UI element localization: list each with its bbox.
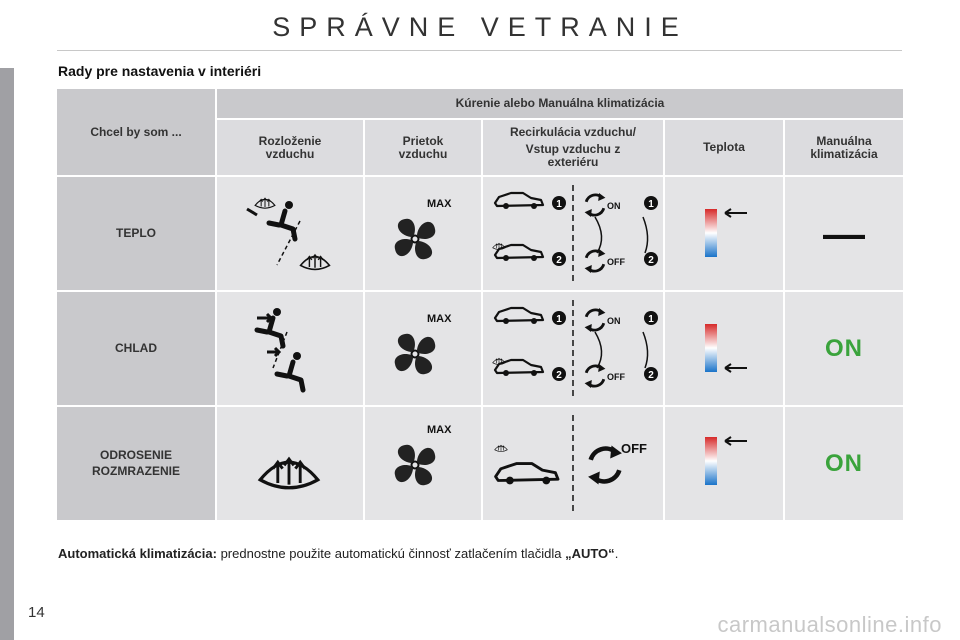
auto-button-name: „AUTO“ <box>565 546 615 561</box>
auto-climate-label: Automatická klimatizácia: <box>58 546 217 561</box>
recirc-on-label: ON <box>607 201 621 211</box>
watermark: carmanualsonline.info <box>717 612 942 637</box>
col-header-line: klimatizácia <box>810 146 878 161</box>
auto-climate-note <box>58 546 618 561</box>
recirc-on-label: ON <box>607 316 621 326</box>
recirc-off-icon <box>588 446 622 485</box>
transition-arrow-icon <box>595 217 602 253</box>
temperature-pointer-icon <box>725 364 747 372</box>
auto-climate-text: prednostne použite automatickú činnosť zatlačením tlačidla <box>216 546 566 561</box>
step-2-badge: 2 <box>648 370 654 381</box>
recirc-off-label: OFF <box>607 257 625 267</box>
col-header-recirculation <box>483 120 663 175</box>
recirc-off-icon <box>585 249 606 273</box>
col-header-air-distribution <box>217 120 363 175</box>
row-label-defrost <box>57 407 215 520</box>
cool-temperature <box>665 292 783 405</box>
windscreen-vent-icon <box>255 198 275 208</box>
defrost-manual-ac <box>785 407 903 520</box>
seated-person-icon <box>277 352 303 390</box>
transition-arrow-icon <box>643 217 648 253</box>
side-tab-bar <box>0 68 14 640</box>
temperature-gauge-icon <box>705 324 717 372</box>
ac-on-indicator: ON <box>825 335 863 362</box>
title-divider <box>57 50 902 51</box>
heat-air-flow <box>365 177 481 290</box>
step-2-badge: 2 <box>556 255 562 266</box>
row-label-cool: CHLAD <box>57 292 215 405</box>
col-header-temperature: Teplota <box>665 120 783 175</box>
temperature-gauge-icon <box>705 437 717 485</box>
transition-arrow-icon <box>643 332 648 368</box>
recirc-on-icon <box>585 193 606 217</box>
step-2-badge: 2 <box>556 370 562 381</box>
page-number: 14 <box>28 604 45 621</box>
heat-manual-ac <box>785 177 903 290</box>
defrost-air-flow <box>365 407 481 520</box>
recirc-on-icon <box>585 308 606 332</box>
defrost-small-icon <box>495 445 508 451</box>
settings-table <box>57 89 903 520</box>
col-header-line: Recirkulácia vzduchu/ <box>509 125 637 139</box>
cool-air-distribution <box>217 292 363 405</box>
fan-max-label: MAX <box>427 424 452 436</box>
windscreen-defrost-icon <box>260 459 318 488</box>
step-1-badge: 1 <box>556 199 562 210</box>
temperature-pointer-icon <box>725 437 747 445</box>
col-header-line: vzduchu <box>398 146 448 161</box>
col-header-line: Rozloženie <box>258 133 322 148</box>
heat-air-distribution <box>217 177 363 290</box>
col-header-manual-ac <box>785 120 903 175</box>
car-fresh-air-icon <box>495 308 543 324</box>
cool-manual-ac <box>785 292 903 405</box>
col-header-line: vzduchu <box>265 146 315 161</box>
defrost-recirculation <box>483 407 663 520</box>
ac-on-indicator: ON <box>825 450 863 477</box>
row-label-line: ODROSENIE <box>99 448 172 462</box>
col-header-line: Vstup vzduchu z <box>525 142 621 156</box>
recirc-off-label: OFF <box>607 372 625 382</box>
row-label-heat: TEPLO <box>57 177 215 290</box>
col-header-line: exteriéru <box>547 155 599 169</box>
airflow-arrow-icon <box>247 209 257 215</box>
fan-icon <box>395 334 436 375</box>
step-1-badge: 1 <box>648 199 654 210</box>
rear-defrost-icon <box>301 255 330 269</box>
defrost-air-distribution <box>217 407 363 520</box>
section-heading: Rady pre nastavenia v interiéri <box>58 63 262 79</box>
recirc-off-label: OFF <box>621 441 647 456</box>
fan-max-label: MAX <box>427 198 452 210</box>
car-fresh-air-icon <box>495 193 543 209</box>
auto-climate-end: . <box>614 546 619 561</box>
heat-temperature <box>665 177 783 290</box>
step-1-badge: 1 <box>556 314 562 325</box>
airflow-arrow-icon <box>257 314 271 322</box>
corner-header: Chcel by som ... <box>57 89 215 175</box>
col-header-line: Prietok <box>402 133 444 148</box>
car-recirc-icon <box>495 360 543 376</box>
cool-air-flow <box>365 292 481 405</box>
heat-recirculation <box>483 177 663 290</box>
seated-person-icon <box>257 308 283 346</box>
step-2-badge: 2 <box>648 255 654 266</box>
row-label-line: ROZMRAZENIE <box>92 464 180 478</box>
ac-off-dash: — <box>823 210 865 257</box>
temperature-pointer-icon <box>725 209 747 217</box>
step-1-badge: 1 <box>648 314 654 325</box>
col-header-line: Manuálna <box>816 133 872 148</box>
airflow-arrow-icon <box>267 348 279 356</box>
cool-recirculation <box>483 292 663 405</box>
recirc-off-icon <box>585 364 606 388</box>
car-fresh-air-icon <box>496 464 558 485</box>
defrost-temperature <box>665 407 783 520</box>
group-header: Kúrenie alebo Manuálna klimatizácia <box>217 89 903 118</box>
col-header-air-flow <box>365 120 481 175</box>
fan-icon <box>395 445 436 486</box>
fan-max-label: MAX <box>427 313 452 325</box>
transition-arrow-icon <box>595 332 602 368</box>
page-title: SPRÁVNE VETRANIE <box>272 12 688 42</box>
temperature-gauge-icon <box>705 209 717 257</box>
car-recirc-icon <box>495 245 543 261</box>
fan-icon <box>395 219 436 260</box>
